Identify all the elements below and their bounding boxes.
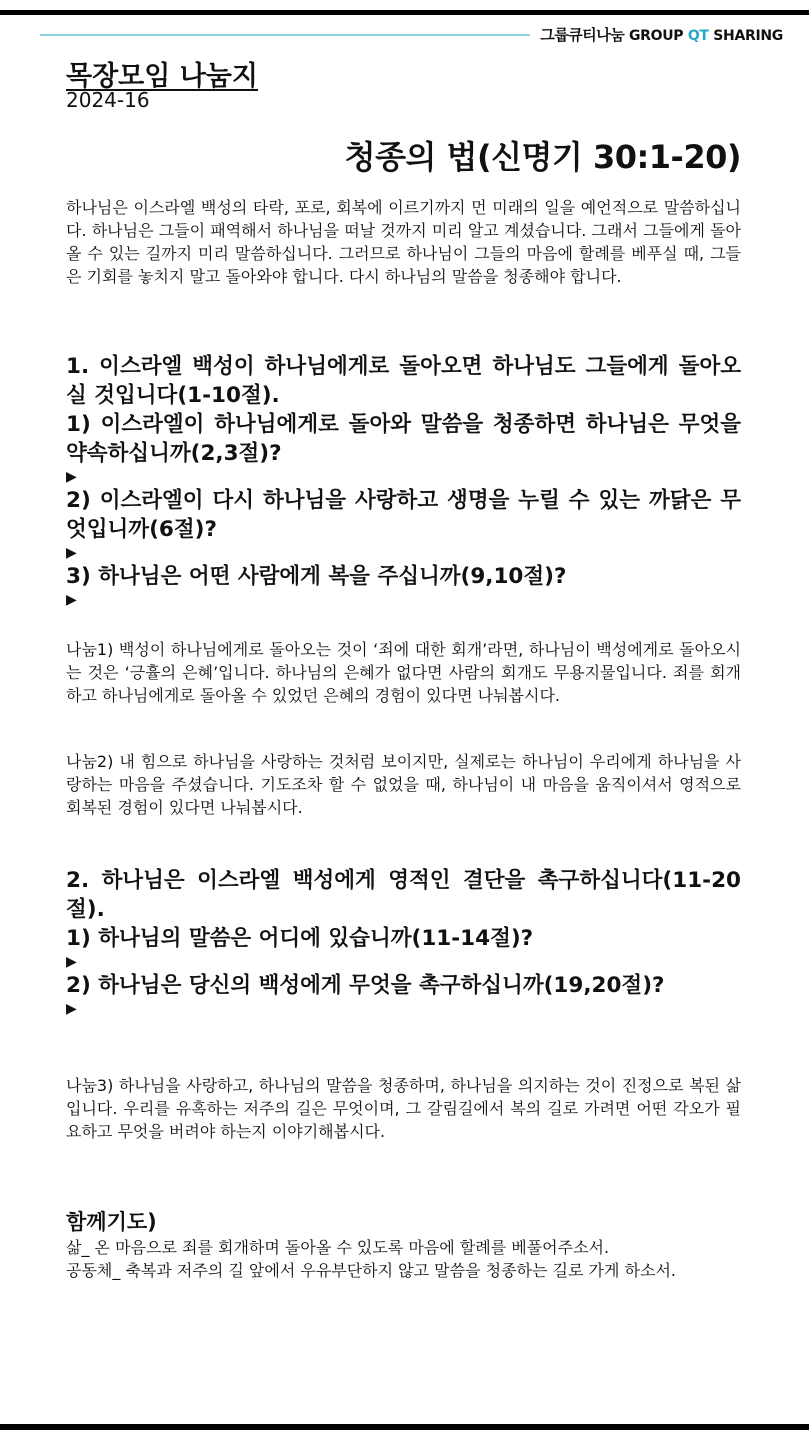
section1-question-2: 2) 이스라엘이 다시 하나님을 사랑하고 생명을 누릴 수 있는 까닭은 무엇입니까(6절)? (66, 488, 741, 542)
answer-arrow: ▶ (66, 954, 77, 970)
share-2-paragraph: 나눔2) 내 힘으로 하나님을 사랑하는 것처럼 보이지만, 실제로는 하나님이 우리에게 하나님을 사랑하는 마음을 주셨습니다. 기도조차 할 수 없었을 때, 하나님이 내 마음을 움직이셔서 영적으로 회복된 경험이 있다면 나눠봅시다. (66, 752, 741, 817)
answer-arrow: ▶ (66, 545, 77, 561)
intro-paragraph: 하나님은 이스라엘 백성의 타락, 포로, 회복에 이르기까지 먼 미래의 일을 예언적으로 말씀하십니다. 하나님은 그들이 패역해서 하나님을 떠날 것까지 미리 알고 계셨습니다. 그래서 그들에게 돌아올 수 있는 길까지 미리 말씀하십니다. 그러므로 하나님이 그들의 마음에 할례를 베푸실 때, 그들은 기회를 놓치지 말고 돌아와야 합니다. 다시 하나님의 말씀을 청종해야 합니다. (66, 198, 741, 286)
document-title: 목장모임 나눔지 (66, 61, 258, 92)
prayer-title: 함께기도) (66, 1210, 157, 1234)
brand-korean: 그룹큐티나눔 (540, 26, 625, 44)
intro-section (66, 196, 741, 288)
lesson-title: 청종의 법(신명기 30:1-20) (344, 138, 741, 176)
share-1-paragraph: 나눔1) 백성이 하나님에게로 돌아오는 것이 ‘죄에 대한 회개’라면, 하나님이 백성에게로 돌아오시는 것은 ‘긍휼의 은혜’입니다. 하나님의 은혜가 없다면 사람의 회개도 무용지물입니다. 죄를 회개하고 하나님에게로 돌아올 수 있었던 은혜의 경험이 있다면 나눠봅시다. (66, 640, 741, 705)
section2-question-2: 2) 하나님은 당신의 백성에게 무엇을 촉구하십니까(19,20절)? (66, 973, 665, 998)
share-3-paragraph: 나눔3) 하나님을 사랑하고, 하나님의 말씀을 청종하며, 하나님을 의지하는 것이 진정으로 복된 삶입니다. 우리를 유혹하는 저주의 길은 무엇이며, 그 갈림길에서 복의 길로 가려면 어떤 각오가 필요하고 무엇을 버려야 하는지 이야기해봅시다. (66, 1076, 741, 1141)
prayer-section (66, 1208, 741, 1282)
prayer-community: 공동체_ 축복과 저주의 길 앞에서 우유부단하지 않고 말씀을 청종하는 길로 가게 하소서. (66, 1261, 676, 1280)
document-number: 2024-16 (66, 88, 150, 112)
section2-heading: 2. 하나님은 이스라엘 백성에게 영적인 결단을 촉구하십니다(11-20절). (66, 868, 741, 922)
brand-logo (540, 24, 783, 45)
section2-question-1: 1) 하나님의 말씀은 어디에 있습니까(11-14절)? (66, 926, 534, 951)
top-rule (0, 10, 809, 15)
bottom-rule (0, 1424, 809, 1430)
section-2 (66, 866, 741, 1018)
answer-arrow: ▶ (66, 592, 77, 608)
section-1 (66, 352, 741, 609)
brand-english: GROUP QT SHARING (628, 28, 783, 44)
share-2-section (66, 750, 741, 819)
answer-arrow: ▶ (66, 469, 77, 485)
section1-question-1: 1) 이스라엘이 하나님에게로 돌아와 말씀을 청종하면 하나님은 무엇을 약속하십니까(2,3절)? (66, 412, 741, 466)
answer-arrow: ▶ (66, 1001, 77, 1017)
share-1-section (66, 638, 741, 707)
prayer-life: 삶_ 온 마음으로 죄를 회개하며 돌아올 수 있도록 마음에 할례를 베풀어주소서. (66, 1238, 610, 1257)
share-3-section (66, 1074, 741, 1143)
section1-heading: 1. 이스라엘 백성이 하나님에게로 돌아오면 하나님도 그들에게 돌아오실 것입니다(1-10절). (66, 354, 741, 408)
header-accent-line (40, 34, 530, 36)
section1-question-3: 3) 하나님은 어떤 사람에게 복을 주십니까(9,10절)? (66, 564, 567, 589)
